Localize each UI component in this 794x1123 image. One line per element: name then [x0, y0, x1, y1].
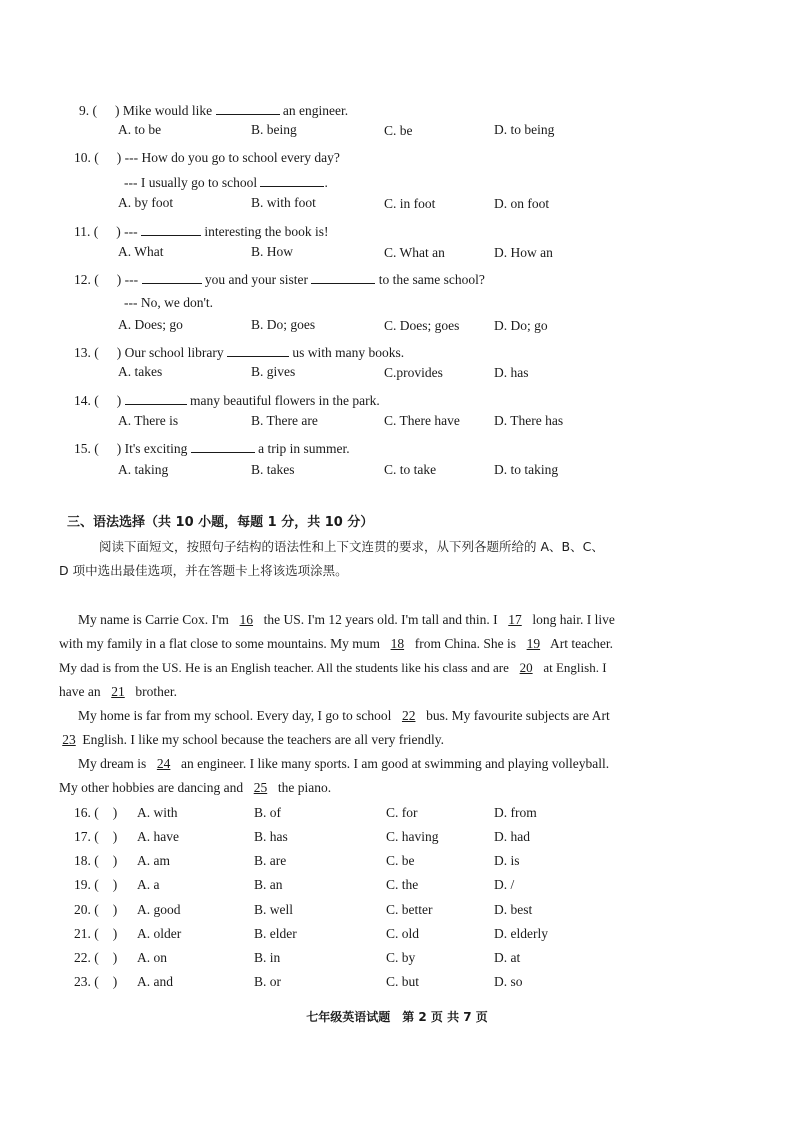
- passage-line: My home is far from my school. Every day, I go to school 22 bus. My favourite subjects are Art: [78, 708, 610, 723]
- option-b: B. takes: [251, 462, 295, 477]
- question-number: 12. (: [74, 272, 99, 287]
- option-b: B. well: [254, 902, 293, 917]
- option-c: C. having: [386, 829, 439, 844]
- option-a: A. to be: [118, 122, 162, 137]
- question-10: 10. ( ) --- How do you go to school every day?: [74, 150, 340, 165]
- option-b: B. has: [254, 829, 288, 844]
- answer-blank: [142, 271, 202, 284]
- option-c: C. to take: [384, 462, 437, 477]
- question-11: 11. ( ) --- interesting the book is!: [74, 224, 329, 239]
- passage-line: My other hobbies are dancing and 25 the piano.: [59, 780, 332, 795]
- answer-blank: [125, 392, 187, 405]
- option-b: B. with foot: [251, 195, 316, 210]
- answer-blank: [191, 440, 255, 453]
- option-d: D. from: [494, 805, 537, 820]
- question-15: 15. ( ) It's exciting a trip in summer.: [74, 441, 350, 456]
- question-stem: It's exciting: [124, 441, 188, 456]
- option-b: B. There are: [251, 413, 318, 428]
- option-a: A. taking: [118, 462, 169, 477]
- passage-line: My dad is from the US. He is an English teacher. All the students like his class and are 20 at English. I: [59, 660, 607, 675]
- option-c: C.provides: [384, 365, 443, 380]
- blank-19: 19: [526, 636, 541, 651]
- question-number: 20. ( ): [74, 902, 118, 917]
- answer-blank: [260, 174, 324, 187]
- option-a: A. with: [137, 805, 178, 820]
- blank-20: 20: [519, 660, 533, 675]
- option-d: D. Do; go: [494, 318, 548, 333]
- option-c: C. old: [386, 926, 420, 941]
- question-12: 12. ( ) --- you and your sister to the same school?: [74, 272, 485, 287]
- option-c: C. for: [386, 805, 418, 820]
- question-stem: ---: [124, 224, 138, 239]
- answer-blank: [141, 223, 201, 236]
- question-stem: --- How do you go to school every day?: [124, 150, 340, 165]
- option-a: A. There is: [118, 413, 179, 428]
- question-number: 23. ( ): [74, 974, 118, 989]
- passage-line: 23 English. I like my school because the teachers are all very friendly.: [59, 732, 444, 748]
- option-c: C. the: [386, 877, 419, 892]
- page-footer: 七年级英语试题 第 2 页 共 7 页: [306, 1010, 488, 1024]
- option-d: D. to being: [494, 122, 555, 137]
- option-b: B. gives: [251, 364, 296, 379]
- option-d: D. to taking: [494, 462, 559, 477]
- question-number: 22. ( ): [74, 950, 118, 965]
- option-b: B. an: [254, 877, 283, 892]
- passage-line: My dream is 24 an engineer. I like many sports. I am good at swimming and playing volleyball.: [78, 756, 610, 771]
- option-b: B. Do; goes: [251, 317, 316, 332]
- question-13: 13. ( ) Our school library us with many books.: [74, 345, 405, 360]
- option-d: D. on foot: [494, 196, 550, 211]
- option-a: A. a: [137, 877, 160, 892]
- option-a: A. Does; go: [118, 317, 183, 332]
- question-number: 21. ( ): [74, 926, 118, 941]
- question-number: 11. (: [74, 224, 99, 239]
- option-d: D. has: [494, 365, 529, 380]
- option-a: A. have: [137, 829, 179, 844]
- option-d: D. /: [494, 877, 515, 892]
- option-c: C. in foot: [384, 196, 436, 211]
- option-a: A. and: [137, 974, 173, 989]
- option-d: D. at: [494, 950, 521, 965]
- question-number: 9. (: [79, 103, 97, 118]
- option-d: D. so: [494, 974, 523, 989]
- option-d: D. best: [494, 902, 533, 917]
- section-title: 三、语法选择（共 10 小题，每题 1 分，共 10 分）: [67, 515, 374, 530]
- question-stem: ---: [124, 272, 139, 287]
- question-number: 10. (: [74, 150, 99, 165]
- answer-blank: [311, 271, 375, 284]
- question-number: 15. (: [74, 441, 99, 456]
- option-b: B. in: [254, 950, 281, 965]
- option-d: D. How an: [494, 245, 553, 260]
- blank-18: 18: [390, 636, 405, 651]
- option-b: B. of: [254, 805, 281, 820]
- question-number: 14. (: [74, 393, 99, 408]
- option-d: D. There has: [494, 413, 564, 428]
- question-9: 9. ( ) Mike would like an engineer.: [79, 103, 349, 118]
- answer-blank: [227, 344, 289, 357]
- option-c: C. What an: [384, 245, 445, 260]
- option-c: C. be: [384, 123, 413, 138]
- passage-line: have an 21 brother.: [59, 684, 177, 699]
- question-number: 13. (: [74, 345, 99, 360]
- question-number: 17. ( ): [74, 829, 118, 844]
- option-d: D. is: [494, 853, 520, 868]
- blank-24: 24: [156, 756, 171, 771]
- option-c: C. better: [386, 902, 433, 917]
- answer-blank: [216, 102, 280, 115]
- option-a: A. good: [137, 902, 181, 917]
- blank-23: 23: [62, 732, 76, 747]
- blank-25: 25: [253, 780, 268, 795]
- passage-line: with my family in a flat close to some mountains. My mum 18 from China. She is 19 Art teacher.: [59, 636, 613, 651]
- question-stem: Mike would like: [122, 103, 213, 118]
- option-b: B. elder: [254, 926, 297, 941]
- option-c: C. There have: [384, 413, 460, 428]
- option-b: B. or: [254, 974, 281, 989]
- question-number: 18. ( ): [74, 853, 118, 868]
- option-a: A. older: [137, 926, 182, 941]
- passage-line: My name is Carrie Cox. I'm 16 the US. I'm 12 years old. I'm tall and thin. I 17 long hair. I live: [78, 612, 615, 627]
- option-a: A. on: [137, 950, 167, 965]
- option-a: A. What: [118, 244, 164, 259]
- option-b: B. are: [254, 853, 287, 868]
- option-c: C. be: [386, 853, 415, 868]
- blank-16: 16: [239, 612, 254, 627]
- blank-21: 21: [111, 684, 125, 699]
- option-a: A. takes: [118, 364, 163, 379]
- question-number: 19. ( ): [74, 877, 118, 892]
- question-number: 16. ( ): [74, 805, 118, 820]
- blank-17: 17: [508, 612, 522, 627]
- option-c: C. by: [386, 950, 416, 965]
- section-instructions: 阅读下面短文，按照句子结构的语法性和上下文连贯的要求，从下列各题所给的 A、B、C、: [99, 539, 604, 554]
- question-12-line2: --- No, we don't.: [124, 295, 214, 310]
- option-c: C. but: [386, 974, 420, 989]
- option-d: D. elderly: [494, 926, 548, 941]
- option-a: A. am: [137, 853, 170, 868]
- section-instructions-cont: D 项中选出最佳选项，并在答题卡上将该选项涂黑。: [59, 563, 348, 578]
- option-a: A. by foot: [118, 195, 174, 210]
- option-d: D. had: [494, 829, 530, 844]
- option-b: B. How: [251, 244, 294, 259]
- question-14: 14. ( ) many beautiful flowers in the park.: [74, 393, 380, 408]
- option-b: B. being: [251, 122, 297, 137]
- question-stem: Our school library: [124, 345, 224, 360]
- question-10-line2: --- I usually go to school .: [124, 175, 328, 190]
- option-c: C. Does; goes: [384, 318, 460, 333]
- blank-22: 22: [401, 708, 416, 723]
